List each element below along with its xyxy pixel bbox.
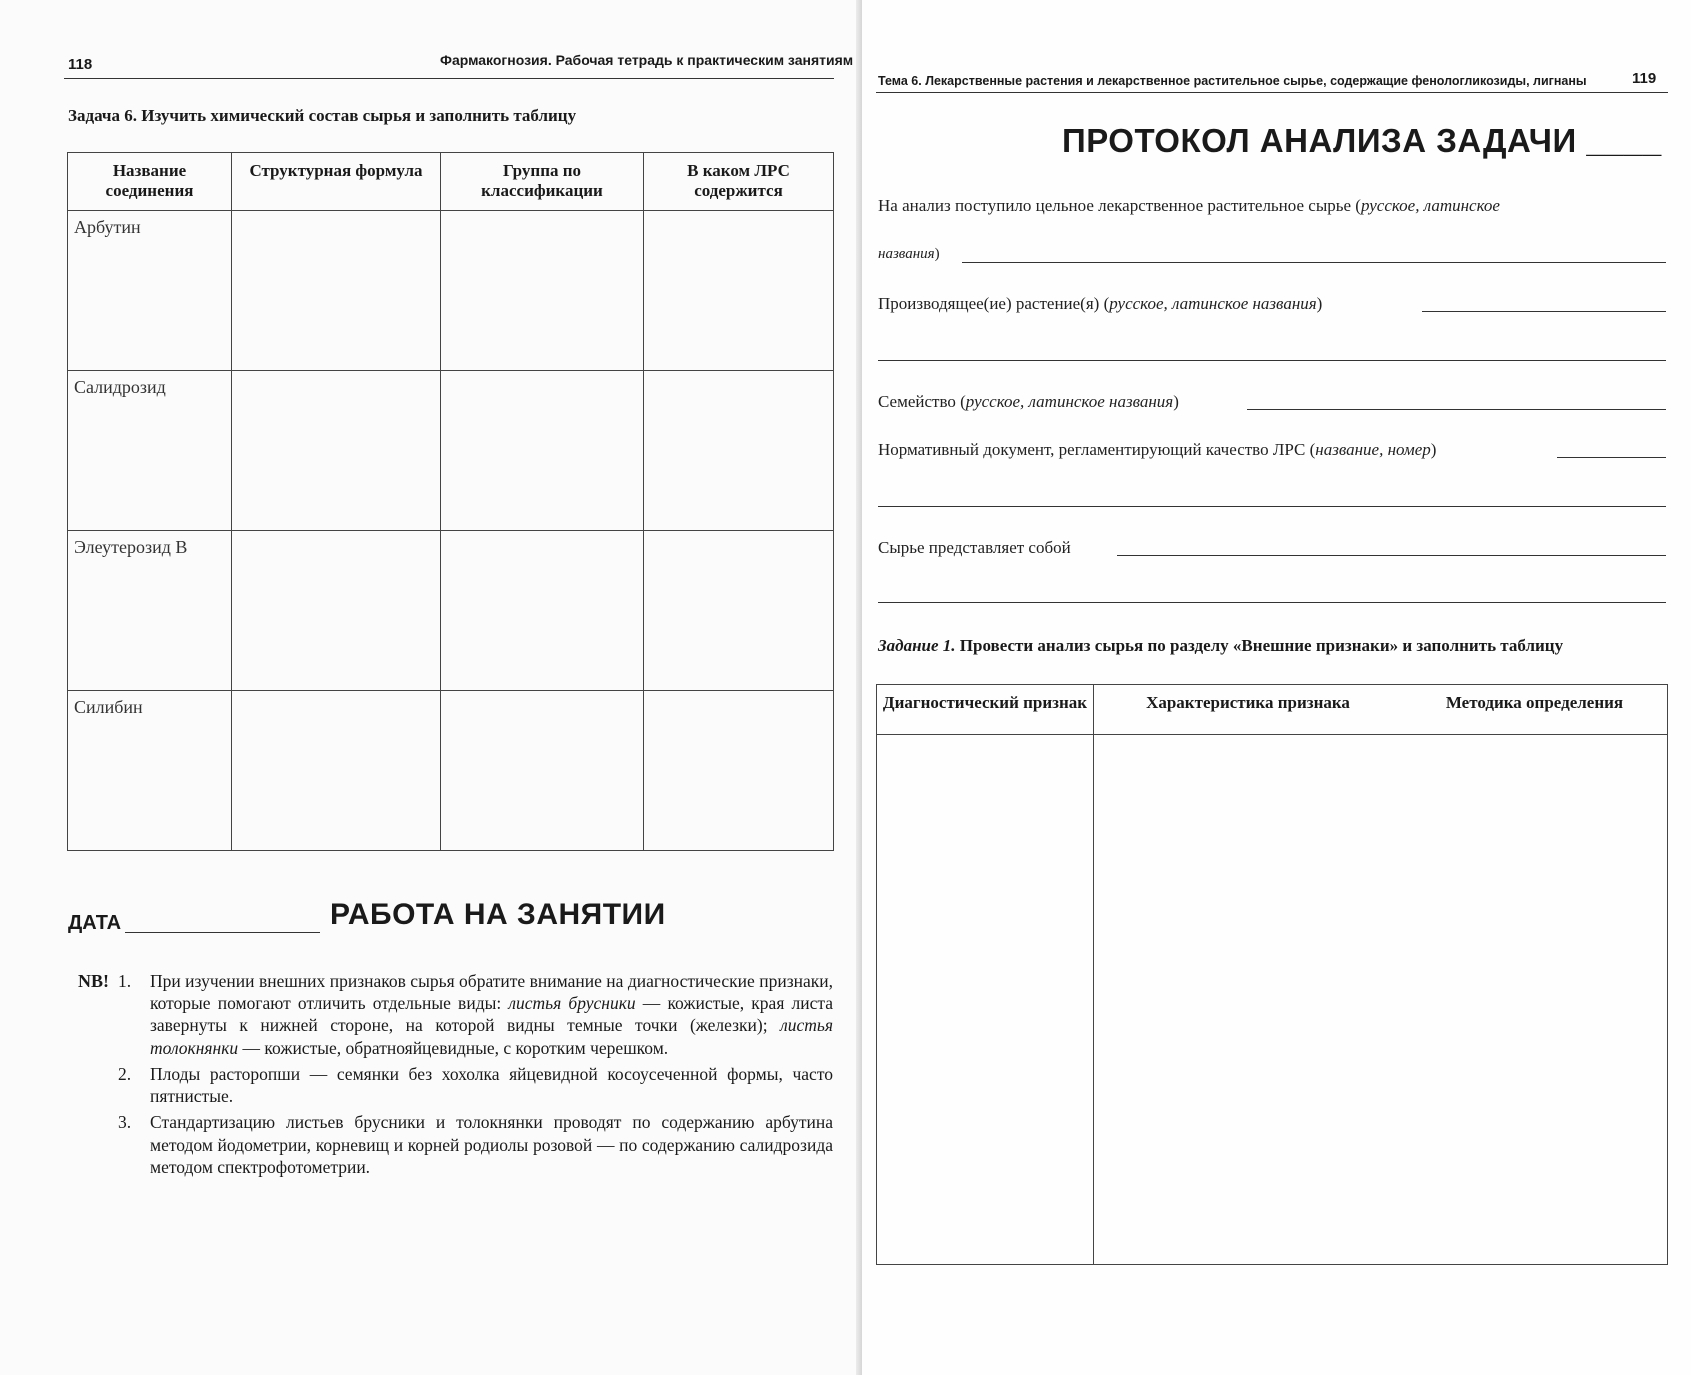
table-row [68,531,834,691]
table-row [877,735,1668,1265]
nb-item-italic: листья брусники [508,993,636,1014]
field-italic: русское, латинское названия [1109,294,1317,313]
field-text: ) [1316,294,1323,313]
nb-item-text: — кожистые, края листа завернуты к нижней стороне, на которой видны темные точки (железки); [150,993,834,1036]
field-document-line[interactable] [1557,457,1666,458]
running-head-right: Тема 6. Лекарственные растения и лекарственное растительное сырье, содержащие фенологликозиды, лигнаны [878,74,1587,88]
row-name-eleutheroside: Элеутерозид В [68,531,232,691]
nb-item-italic: листья толокнянки [150,1015,833,1058]
list-item [118,1111,833,1178]
task-title: Задача 6. Изучить химический состав сырья и заполнить таблицу [68,106,577,125]
cell-group[interactable] [441,691,644,851]
col-header-characteristic: Характеристика признака [1094,685,1403,735]
table-row [68,211,834,371]
date-field-line[interactable] [125,932,320,933]
nb-label: NB! [78,971,109,991]
field-raw-material-cont [878,246,940,263]
field-text: Семейство ( [878,392,966,411]
row-name-arbutin: Арбутин [68,211,232,371]
cell-source[interactable] [644,531,834,691]
cell-feature[interactable] [877,735,1094,1265]
cell-formula[interactable] [232,691,441,851]
page-number-left: 118 [68,56,93,73]
field-raw-material-line[interactable] [962,262,1666,263]
protocol-title: ПРОТОКОЛ АНАЛИЗА ЗАДАЧИ ____ [1062,122,1662,159]
col-header-group: Группа по классификации [441,153,644,211]
nb-item-number: 3. [118,1112,132,1133]
field-document-label [878,440,1436,460]
field-text: Нормативный документ, регламентирующий качество ЛРС ( [878,440,1316,459]
field-italic: название, номер [1315,440,1431,459]
cell-source[interactable] [644,691,834,851]
nb-item-text: Плоды расторопши — семянки без хохолка яйцевидной косоусеченной формы, часто пятнистые. [150,1063,833,1107]
col-header-name: Название соединения [68,153,232,211]
field-plant-line-2[interactable] [878,360,1666,361]
field-italic: названия [878,246,935,262]
table-header-row [68,153,834,211]
page-number-right: 119 [1632,70,1657,87]
field-raw-material-label [878,196,1500,216]
composition-table [67,152,834,851]
field-text: ) [934,246,940,262]
field-family-line[interactable] [1247,409,1666,410]
row-name-salidroside: Салидрозид [68,371,232,531]
features-table [876,684,1668,1265]
field-italic: русское, латинское [1360,196,1500,215]
field-text: Сырье представляет собой [878,538,1071,557]
cell-source[interactable] [644,211,834,371]
field-text: ) [1430,440,1437,459]
nb-item-number: 1. [118,971,132,991]
field-plant-label [878,294,1322,314]
table-header-row [877,685,1668,735]
header-rule-left [64,78,834,79]
field-appearance-line-2[interactable] [878,602,1666,603]
field-appearance-label [878,538,1071,558]
row-name-silibin: Силибин [68,691,232,851]
list-item [118,970,833,1059]
nb-item-text: Стандартизацию листьев брусники и толокнянки проводят по содержанию арбутина методом йодометрии, корневищ и корней родиолы розовой — по содержанию салидрозида методом спектрофотометрии. [150,1112,833,1177]
nb-item-text: — кожистые, обратнояйцевидные, с коротким черешком. [238,1037,669,1058]
assignment-text: Провести анализ сырья по разделу «Внешние признаки» и заполнить таблицу [955,636,1564,655]
cell-group[interactable] [441,371,644,531]
col-header-source: В каком ЛРС содержится [644,153,834,211]
field-document-line-2[interactable] [878,506,1666,507]
cell-group[interactable] [441,531,644,691]
cell-formula[interactable] [232,371,441,531]
running-head-left: Фармакогнозия. Рабочая тетрадь к практическим занятиям [440,52,854,68]
col-header-formula: Структурная формула [232,153,441,211]
date-label: ДАТА [68,912,122,934]
col-header-method: Методика определения [1402,685,1668,735]
table-row [68,691,834,851]
field-italic: русское, латинское названия [965,392,1174,411]
cell-source[interactable] [644,371,834,531]
field-text: На анализ поступило цельное лекарственное растительное сырье ( [878,196,1361,215]
cell-formula[interactable] [232,211,441,371]
field-text: ) [1173,392,1179,411]
assignment-label: Задание 1. [878,636,956,655]
field-family-label [878,392,1179,412]
cell-formula[interactable] [232,531,441,691]
nb-list [118,970,833,1182]
nb-item-text: При изучении внешних признаков сырья обратите внимание на диагностические признаки, которые помогают отличить отдельные виды: [150,971,833,1014]
section-title: РАБОТА НА ЗАНЯТИИ [330,898,666,931]
table-row [68,371,834,531]
col-header-feature: Диагностический признак [877,685,1094,735]
list-item [118,1063,833,1107]
assignment-title [878,636,1563,656]
header-rule-right [876,92,1668,93]
cell-characteristic[interactable] [1094,735,1668,1265]
field-text: Производящее(ие) растение(я) ( [878,294,1110,313]
nb-item-number: 2. [118,1063,132,1084]
field-appearance-line[interactable] [1117,555,1666,556]
cell-group[interactable] [441,211,644,371]
field-plant-line[interactable] [1422,311,1666,312]
right-page [862,0,1691,1375]
